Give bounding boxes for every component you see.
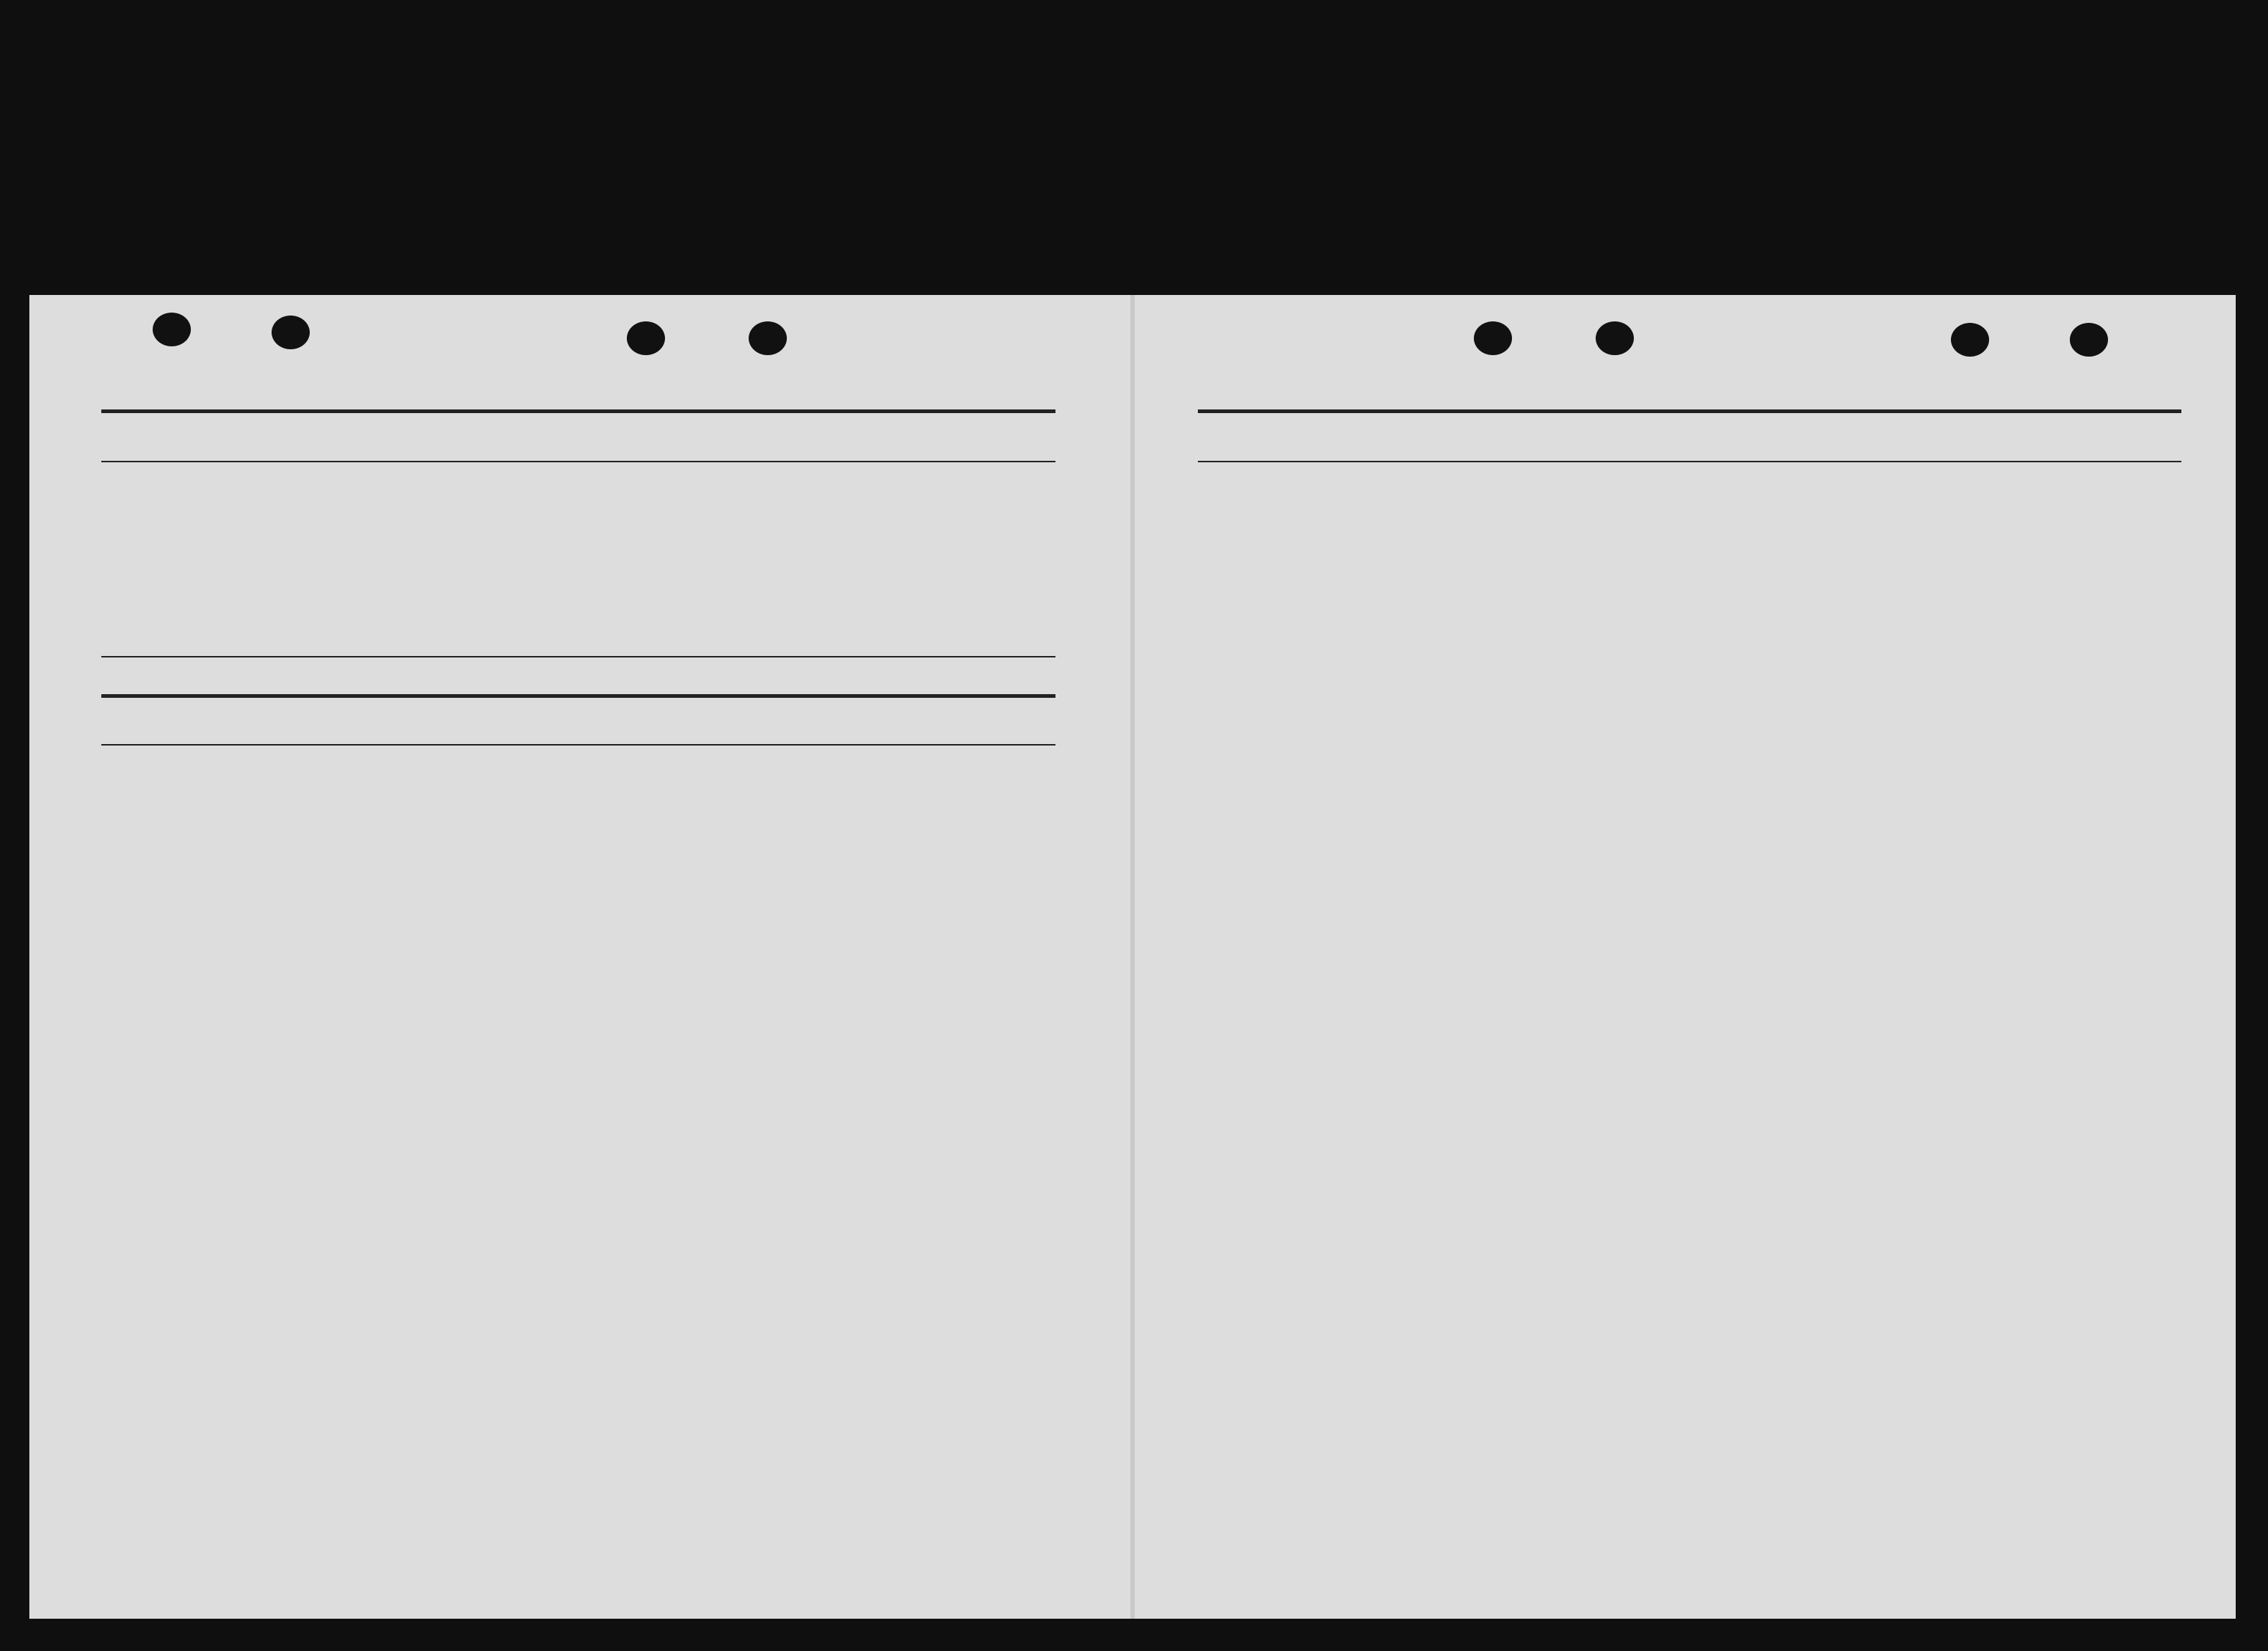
center-fold — [1130, 295, 1135, 1619]
punch-hole — [2070, 323, 2108, 357]
punch-hole — [1951, 323, 1989, 357]
rule — [101, 461, 1055, 462]
rule — [101, 694, 1055, 698]
punch-hole — [1596, 321, 1634, 355]
punch-hole — [627, 321, 665, 355]
rule — [1198, 461, 2181, 462]
ledger-sheet — [29, 295, 2236, 1619]
punch-hole — [153, 313, 191, 346]
punch-hole — [1474, 321, 1512, 355]
rule — [101, 656, 1055, 657]
punch-hole — [272, 316, 310, 349]
rule — [101, 409, 1055, 413]
rule — [101, 744, 1055, 746]
punch-hole — [749, 321, 787, 355]
rule — [1198, 409, 2181, 413]
